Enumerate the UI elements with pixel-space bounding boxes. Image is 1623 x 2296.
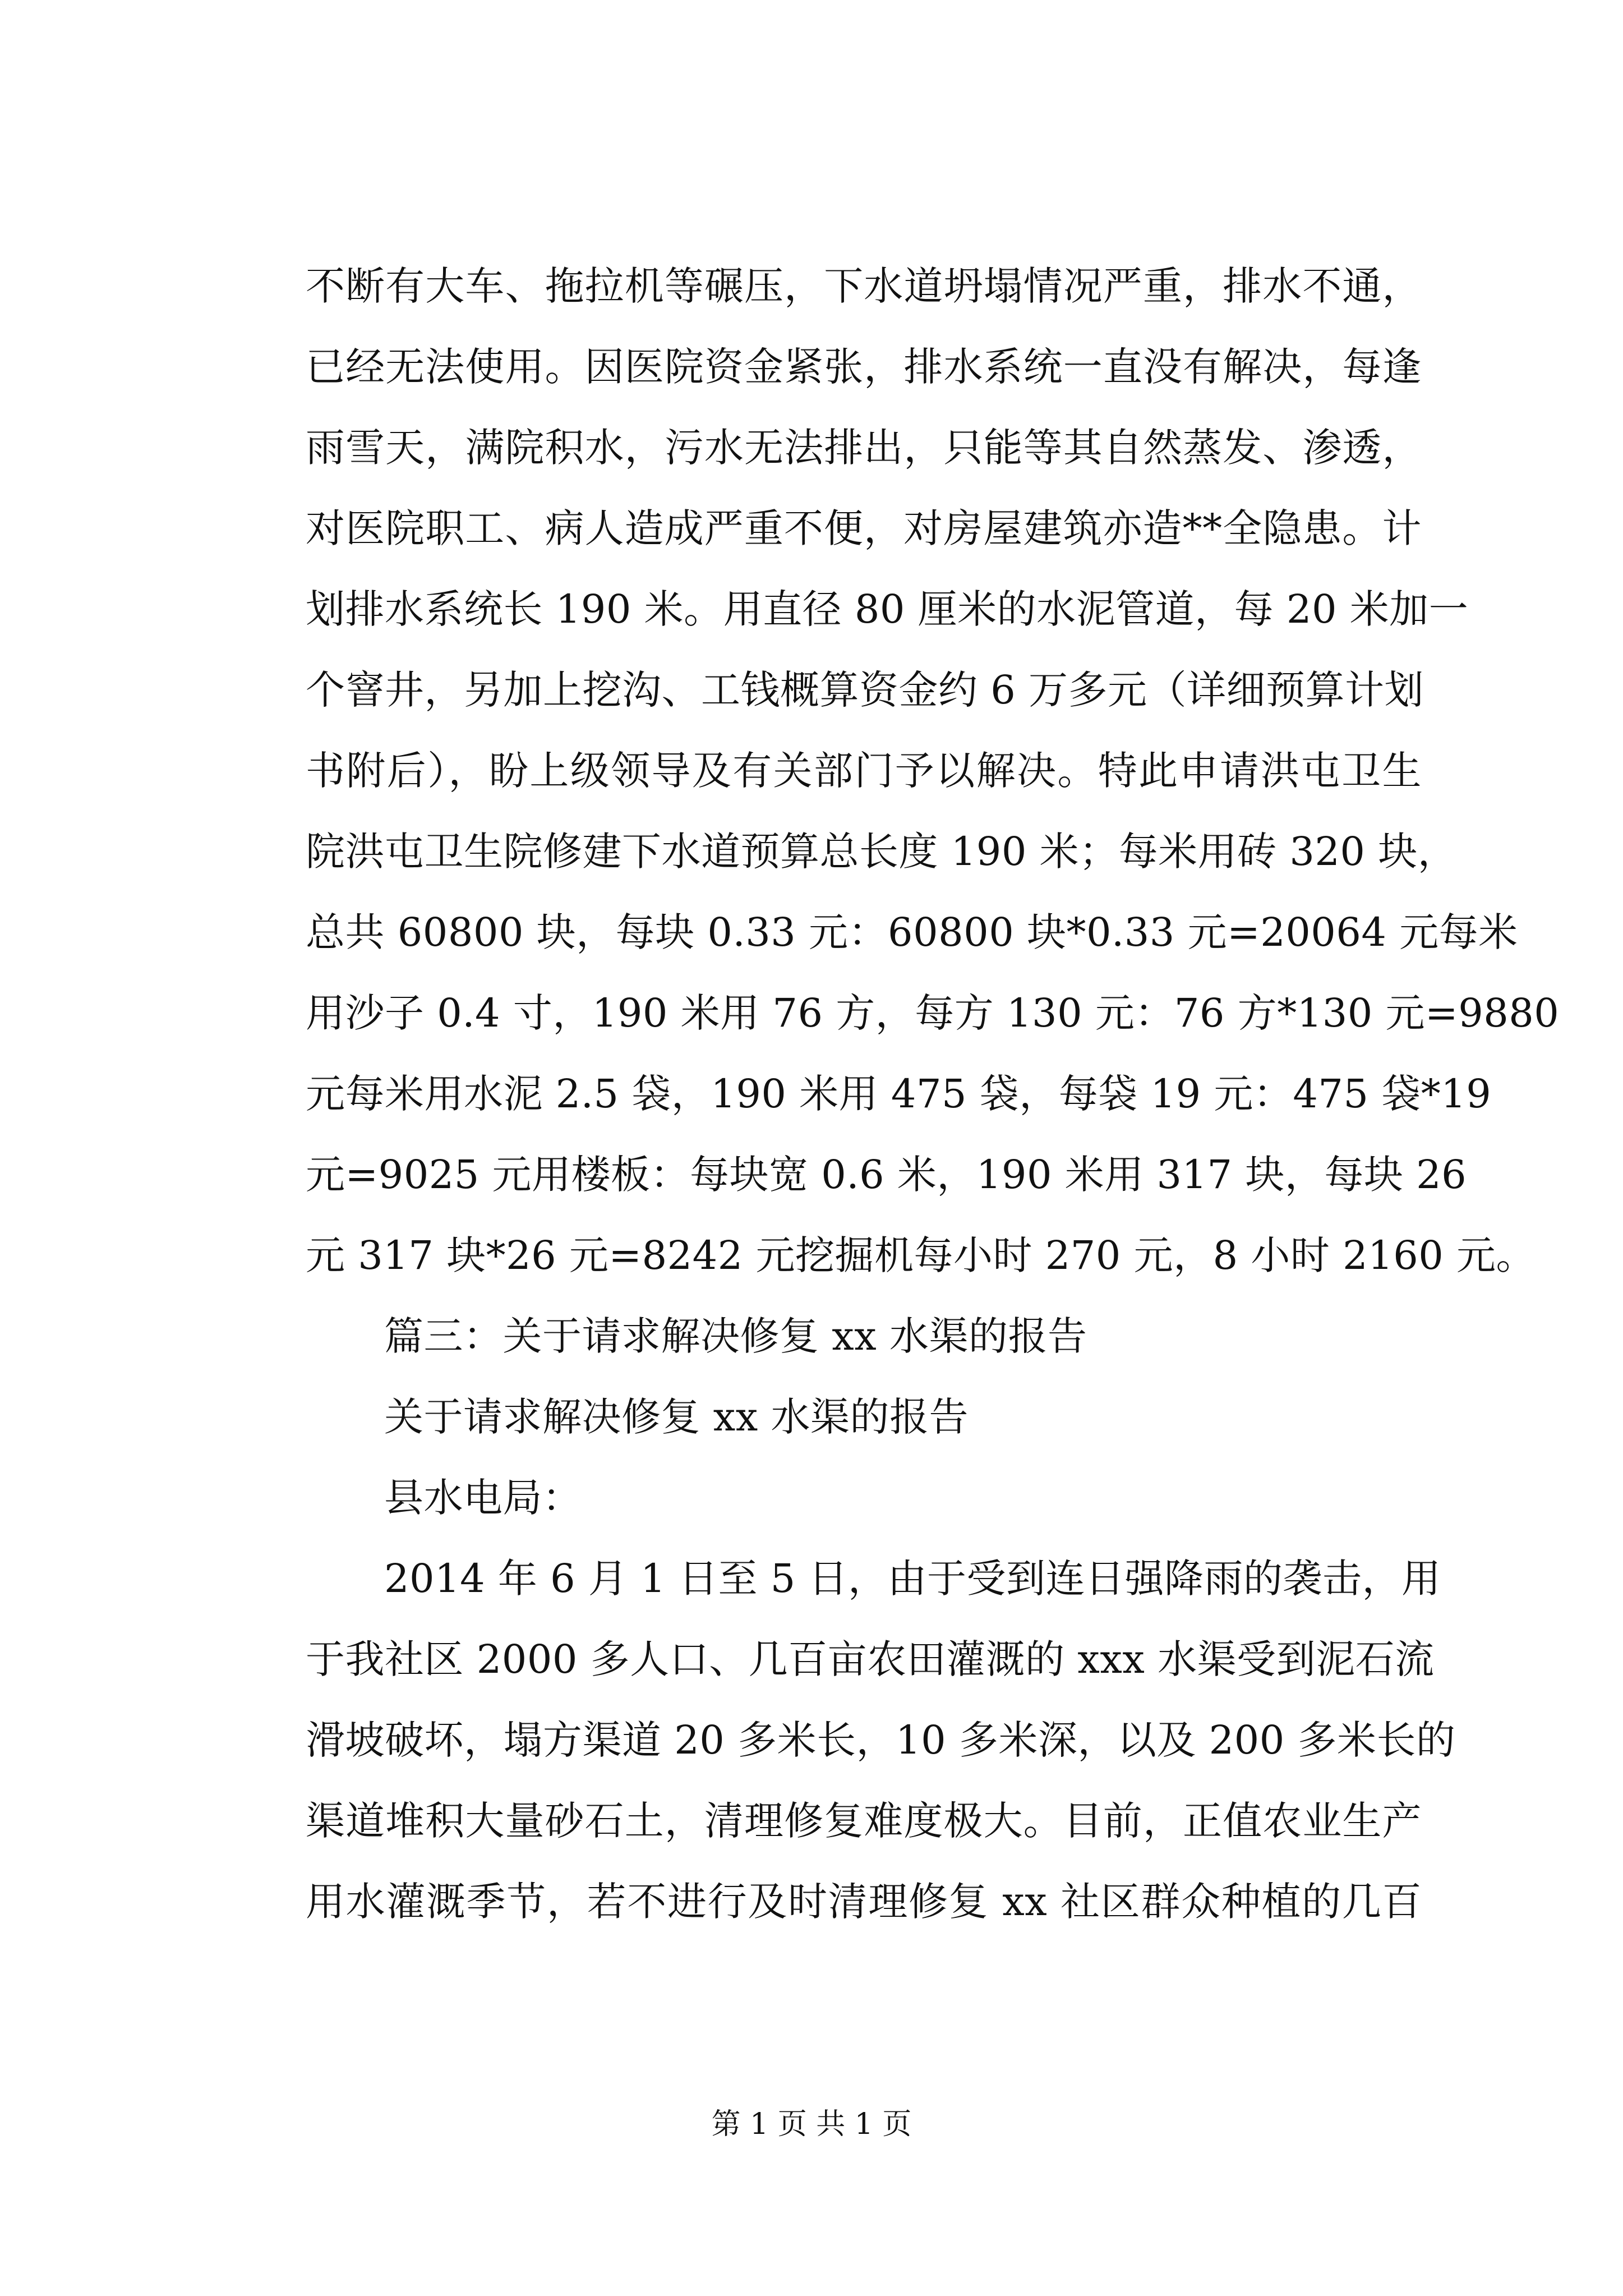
document-body [306, 246, 1560, 1942]
page-footer: 第 1 页 共 1 页 [711, 2108, 912, 2141]
text-line: 用水灌溉季节，若不进行及时清理修复 xx 社区群众种植的几百 [306, 1879, 1422, 1925]
text-line: 滑坡破坏，塌方渠道 20 多米长，10 多米深，以及 200 多米长的 [306, 1717, 1456, 1763]
text-line: 不断有大车、拖拉机等碾压，下水道坍塌情况严重，排水不通， [306, 263, 1422, 309]
report-title: 关于请求解决修复 xx 水渠的报告 [384, 1394, 969, 1440]
text-line: 用沙子 0.4 寸，190 米用 76 方，每方 130 元：76 方*130 元=9880 [306, 990, 1560, 1036]
text-line: 元=9025 元用楼板：每块宽 0.6 米，190 米用 317 块，每块 26 [306, 1152, 1467, 1198]
text-line: 元 317 块*26 元=8242 元挖掘机每小时 270 元，8 小时 2160 元。 [306, 1232, 1536, 1278]
text-line: 2014 年 6 月 1 日至 5 日，由于受到连日强降雨的袭击，用 [384, 1556, 1441, 1602]
text-line: 对医院职工、病人造成严重不便，对房屋建筑亦造**全隐患。计 [306, 505, 1422, 551]
section-heading: 篇三：关于请求解决修复 xx 水渠的报告 [384, 1313, 1087, 1359]
text-line: 总共 60800 块，每块 0.33 元：60800 块*0.33 元=20064 元每米 [306, 909, 1518, 955]
addressee: 县水电局： [384, 1475, 582, 1521]
text-line: 雨雪天，满院积水，污水无法排出，只能等其自然蒸发、渗透， [306, 425, 1422, 471]
text-line: 元每米用水泥 2.5 袋，190 米用 475 袋，每袋 19 元：475 袋*19 [306, 1071, 1492, 1117]
text-line: 渠道堆积大量砂石土，清理修复难度极大。目前，正值农业生产 [306, 1798, 1422, 1844]
text-line: 于我社区 2000 多人口、几百亩农田灌溉的 xxx 水渠受到泥石流 [306, 1636, 1435, 1682]
text-line: 个窨井，另加上挖沟、工钱概算资金约 6 万多元（详细预算计划 [306, 667, 1424, 713]
text-line: 划排水系统长 190 米。用直径 80 厘米的水泥管道，每 20 米加一 [306, 586, 1469, 632]
text-line: 已经无法使用。因医院资金紧张，排水系统一直没有解决，每逢 [306, 344, 1422, 390]
text-line: 书附后），盼上级领导及有关部门予以解决。特此申请洪屯卫生 [306, 748, 1422, 794]
text-line: 院洪屯卫生院修建下水道预算总长度 190 米；每米用砖 320 块， [306, 829, 1458, 875]
